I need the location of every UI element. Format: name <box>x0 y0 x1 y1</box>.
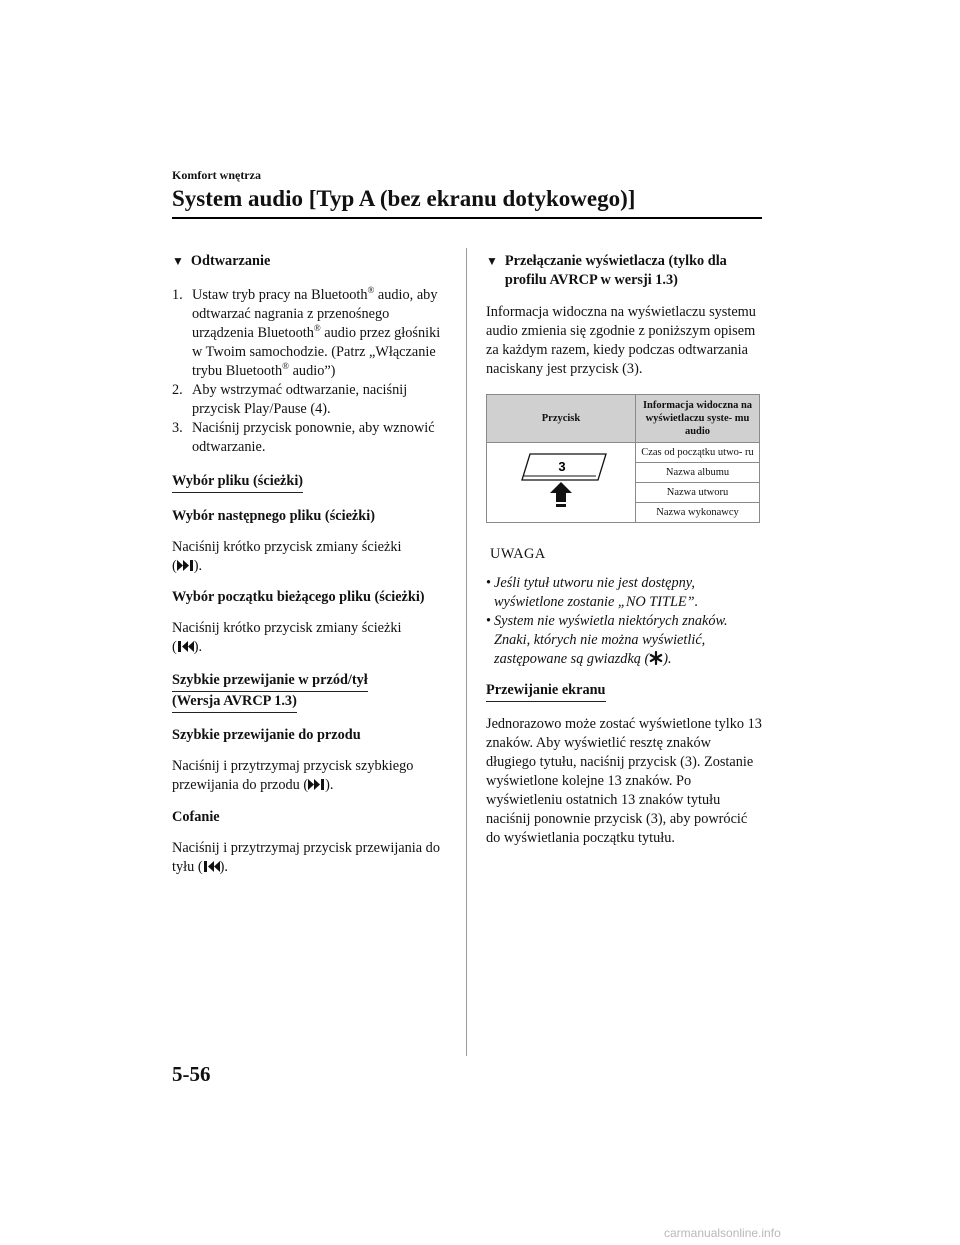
page-number: 5-56 <box>172 1062 211 1086</box>
table-cell: Nazwa albumu <box>636 463 760 483</box>
subheading-fast-forward: Szybkie przewijanie w przód/tył (Wersja AVRCP 1.3) <box>172 671 454 713</box>
right-column <box>486 252 762 848</box>
step-number: 1. <box>172 287 183 303</box>
title-rule <box>172 217 762 219</box>
step-number: 3. <box>172 420 183 436</box>
paragraph: Naciśnij i przytrzymaj przycisk szybkiego przewijania do przodu ( ). <box>172 758 414 793</box>
paragraph: Naciśnij krótko przycisk zmiany ścieżki ( ). <box>172 539 402 574</box>
fast-forward-icon <box>308 778 325 791</box>
button-number-label: 3 <box>558 458 566 474</box>
next-track-icon <box>177 559 194 572</box>
note-list <box>486 574 762 669</box>
button-illustration-cell <box>487 443 636 523</box>
section-heading-display <box>486 252 762 290</box>
note-heading: UWAGA <box>490 546 546 562</box>
list-item <box>172 381 454 419</box>
list-item: • System nie wyświetla niektórych znaków. Znaki, których nie można wyświetlić, zastępowane są gwiazdką ( ). <box>486 613 728 667</box>
previous-track-icon <box>177 640 194 653</box>
left-column <box>172 252 454 877</box>
paragraph: Naciśnij i przytrzymaj przycisk przewijania do tyłu ( ). <box>172 840 440 875</box>
list-item <box>172 286 454 381</box>
subheading-ff: Szybkie przewijanie do przodu <box>172 727 361 743</box>
step-text: Naciśnij przycisk ponownie, aby wznowić odtwarzanie. <box>192 420 435 455</box>
breadcrumb: Komfort wnętrza <box>172 168 261 182</box>
table-cell: Nazwa wykonawcy <box>636 503 760 523</box>
section-title: Przełączanie wyświetlacza (tylko dla profilu AVRCP w wersji 1.3) <box>504 253 727 288</box>
step-text: Ustaw tryb pracy na Bluetooth® audio, aby odtwarzać nagrania z przenośnego urządzenia Bluetooth® audio przez głośniki w Twoim samochodzie. (Patrz „Włączanie trybu Bluetooth® audio”) <box>192 285 441 379</box>
table-header: Przycisk <box>487 395 636 443</box>
steps-list <box>172 286 454 457</box>
asterisk-icon <box>649 651 663 665</box>
triangle-down-icon: ▼ <box>172 254 184 268</box>
section-title: Odtwarzanie <box>190 253 271 269</box>
display-table <box>486 394 760 523</box>
page-title: System audio [Typ A (bez ekranu dotykowego)] <box>172 186 636 211</box>
paragraph: Informacja widoczna na wyświetlaczu systemu audio zmienia się zgodnie z poniższym opisem za każdym razem, kiedy podczas odtwarzania naciskany jest przycisk (3). <box>486 304 756 377</box>
rewind-icon <box>203 860 220 873</box>
step-text: Aby wstrzymać odtwarzanie, naciśnij przycisk Play/Pause (4). <box>192 382 408 417</box>
paragraph: Jednorazowo może zostać wyświetlone tylko 13 znaków. Aby wyświetlić resztę znaków długiego tytułu, naciśnij przycisk (3). Zostanie wyświetlone kolejne 13 znaków. Po wyświetleniu ostatnich 13 znaków tytułu naciśnij ponownie przycisk (3), aby powrócić do wyświetlania początku tytułu. <box>486 716 762 846</box>
subheading-next-file: Wybór następnego pliku (ścieżki) <box>172 508 375 524</box>
table-cell: Nazwa utworu <box>636 483 760 503</box>
step-number: 2. <box>172 382 183 398</box>
section-heading-playback <box>172 252 454 271</box>
list-item: • Jeśli tytuł utworu nie jest dostępny, wyświetlone zostanie „NO TITLE”. <box>486 575 699 610</box>
table-cell: Czas od początku utwo- ru <box>636 443 760 463</box>
watermark: carmanualsonline.info <box>664 1226 781 1240</box>
subheading-start-file: Wybór początku bieżącego pliku (ścieżki) <box>172 589 425 605</box>
list-item <box>172 419 454 457</box>
triangle-down-icon: ▼ <box>486 254 498 268</box>
button-3-illustration <box>506 448 616 514</box>
column-divider <box>466 248 467 1056</box>
subheading-scroll: Przewijanie ekranu <box>486 681 606 702</box>
paragraph: Naciśnij krótko przycisk zmiany ścieżki ( ). <box>172 620 402 655</box>
table-header: Informacja widoczna na wyświetlaczu syste- mu audio <box>636 395 760 443</box>
subheading-file-select: Wybór pliku (ścieżki) <box>172 472 303 493</box>
subheading-rewind: Cofanie <box>172 809 220 825</box>
